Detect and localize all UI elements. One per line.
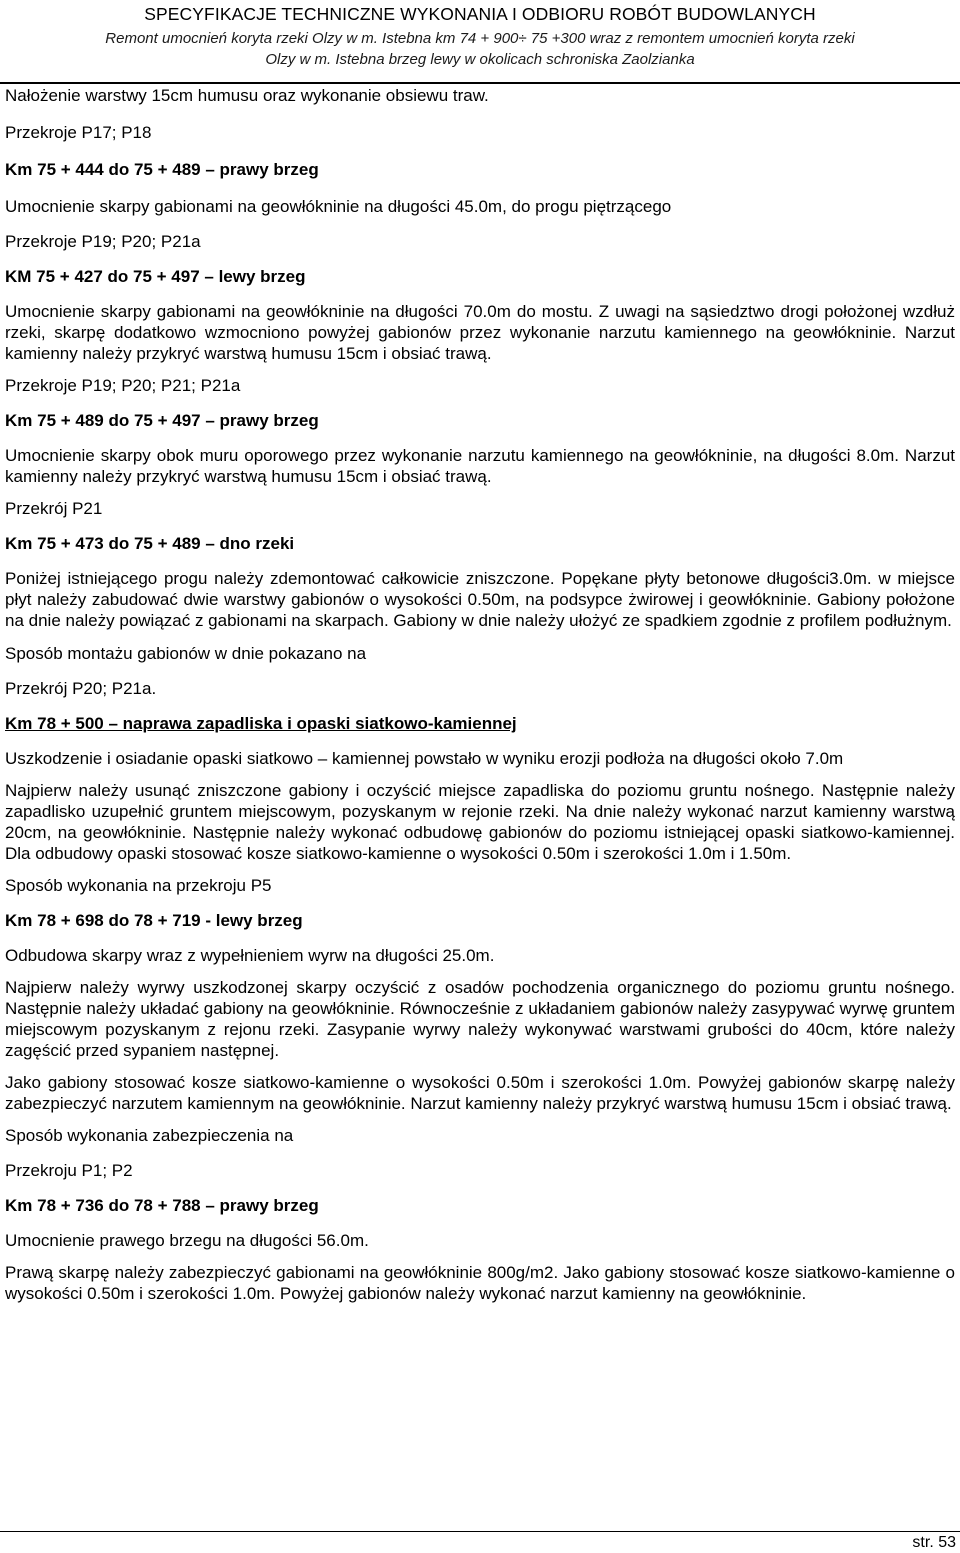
document-title: SPECYFIKACJE TECHNICZNE WYKONANIA I ODBIORU ROBÓT BUDOWLANYCH <box>144 4 816 24</box>
document-body <box>5 82 955 1304</box>
project-subtitle-line-2: Olzy w m. Istebna brzeg lewy w okolicach schroniska Zaolzianka <box>265 51 695 68</box>
paragraph: Odbudowa skarpy wraz z wypełnieniem wyrw na długości 25.0m. <box>5 946 495 965</box>
paragraph: Umocnienie prawego brzegu na długości 56.0m. <box>5 1231 369 1250</box>
paragraph: Prawą skarpę należy zabezpieczyć gabionami na geowłókninie 800g/m2. Jako gabiony stosować kosze siatkowo-kamienne o wysokości 0.50m i szerokości 1.0m. Powyżej gabionów należy wykonać narzut kamienny na geowłókninie. <box>5 1263 955 1303</box>
project-subtitle-line-1: Remont umocnień koryta rzeki Olzy w m. Istebna km 74 + 900÷ 75 +300 wraz z remontem umocnień koryta rzeki <box>105 30 855 47</box>
section-heading: Km 75 + 444 do 75 + 489 – prawy brzeg <box>5 160 319 179</box>
document-header <box>0 0 960 70</box>
paragraph: Uszkodzenie i osiadanie opaski siatkowo – kamiennej powstało w wyniku erozji podłoża na długości około 7.0m <box>5 749 844 768</box>
section-heading: KM 75 + 427 do 75 + 497 – lewy brzeg <box>5 267 306 286</box>
paragraph: Sposób wykonania zabezpieczenia na <box>5 1126 294 1145</box>
section-cross-sections: Przekrój P21 <box>5 499 103 518</box>
section-heading: Km 78 + 736 do 78 + 788 – prawy brzeg <box>5 1196 319 1215</box>
page-number: str. 53 <box>912 1534 956 1551</box>
paragraph: Umocnienie skarpy obok muru oporowego przez wykonanie narzutu kamiennego na geowłókninie, na długości 8.0m. Narzut kamienny należy przykryć warstwą humusu 15cm i obsiać trawą. <box>5 446 955 486</box>
section-cross-sections: Przekroje P19; P20; P21a <box>5 232 201 251</box>
paragraph: Najpierw należy usunąć zniszczone gabiony i oczyścić miejsce zapadliska do poziomu gruntu nośnego. Następnie należy zapadlisko uzupełnić gruntem miejscowym, pozyskanym w rejonie rzeki. Na dnie należy wykonać narzut kamienny warstwą 20cm, na geowłókninie. Następnie należy wykonać odbudowę gabionów do poziomu istniejącej opaski siatkowo-kamiennej. Dla odbudowy opaski stosować kosze siatkowo-kamienne o wysokości 0.50m i szerokości 1.0m i 1.50m. <box>5 781 955 863</box>
footer-divider <box>0 1531 960 1532</box>
section-cross-sections: Przekrój P20; P21a. <box>5 679 157 698</box>
paragraph: Poniżej istniejącego progu należy zdemontować całkowicie zniszczone. Popękane płyty betonowe długości3.0m. w miejsce płyt należy zabudować dwie warstwy gabionów o wysokości 0.50m, na podsypce żwirowej i geowłókninie. Gabiony położone na dnie należy powiązać z gabionami na skarpach. Gabiony w dnie należy ułożyć ze spadkiem zgodnie z profilem podłużnym. <box>5 569 955 630</box>
section-heading: Km 75 + 489 do 75 + 497 – prawy brzeg <box>5 411 319 430</box>
paragraph: Jako gabiony stosować kosze siatkowo-kamienne o wysokości 0.50m i szerokości 1.0m. Powyżej gabionów skarpę należy zabezpieczyć narzutem kamiennym na geowłókninie. Narzut kamienny należy przykryć warstwą humusu 15cm i obsiać trawą. <box>5 1073 955 1113</box>
section-heading: Km 78 + 698 do 78 + 719 - lewy brzeg <box>5 911 303 930</box>
paragraph: Sposób montażu gabionów w dnie pokazano na <box>5 644 367 663</box>
paragraph: Nałożenie warstwy 15cm humusu oraz wykonanie obsiewu traw. <box>5 86 489 105</box>
section-cross-sections: Przekroju P1; P2 <box>5 1161 133 1180</box>
section-heading: Km 75 + 473 do 75 + 489 – dno rzeki <box>5 534 295 553</box>
section-cross-sections: Przekroje P19; P20; P21; P21a <box>5 376 241 395</box>
section-cross-sections: Przekroje P17; P18 <box>5 123 152 142</box>
paragraph: Najpierw należy wyrwy uszkodzonej skarpy oczyścić z osadów pochodzenia organicznego do poziomu gruntu nośnego. Następnie należy układać gabiony na geowłókninie. Równocześnie z układaniem gabionów należy zasypywać wyrwę gruntem miejscowym pozyskanym z rejonu rzeki. Zasypanie wyrwy należy wykonywać warstwami grubości do 40cm, które należy zagęścić przed sypaniem następnej. <box>5 978 955 1060</box>
paragraph: Sposób wykonania na przekroju P5 <box>5 876 272 895</box>
paragraph: Umocnienie skarpy gabionami na geowłókninie na długości 70.0m do mostu. Z uwagi na sąsiedztwo drogi położonej wzdłuż rzeki, skarpę dodatkowo wzmocniono powyżej gabionów przez wykonanie narzutu kamiennego na geowłókninie. Narzut kamienny należy przykryć warstwą humusu 15cm i obsiać trawą. <box>5 302 955 363</box>
paragraph: Umocnienie skarpy gabionami na geowłókninie na długości 45.0m, do progu piętrzącego <box>5 197 672 216</box>
section-heading: Km 78 + 500 – naprawa zapadliska i opaski siatkowo-kamiennej <box>5 714 517 733</box>
